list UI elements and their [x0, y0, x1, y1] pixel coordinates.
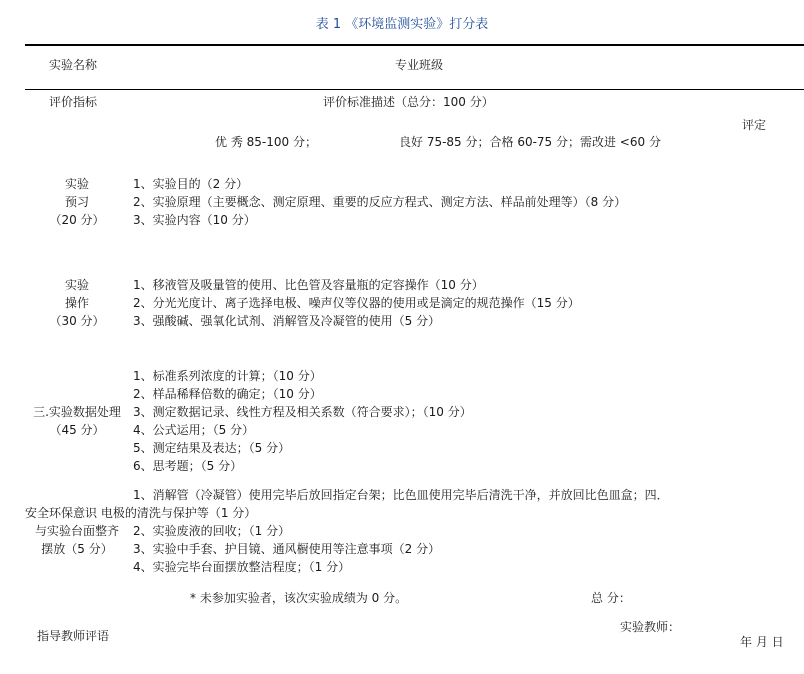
- criteria-item: 4、公式运用；（5 分）: [133, 423, 255, 437]
- grade-others: 良好 75-85 分；合格 60-75 分；需改进 <60 分: [399, 135, 661, 149]
- criteria-list-operation: [133, 276, 580, 330]
- criteria-item: 2、实验废液的回收；（1 分）: [133, 524, 291, 538]
- eval-indicator-label: 评价指标: [49, 95, 98, 109]
- criteria-item: 2、样品稀释倍数的确定；（10 分）: [133, 387, 322, 401]
- criteria-item: 2、分光光度计、离子选择电极、噪声仪等仪器的使用或是滴定的规范操作（15 分）: [133, 296, 580, 310]
- teacher-label: 实验教师：: [620, 620, 681, 634]
- criteria-item: 1、移液管及吸量管的使用、比色管及容量瓶的定容操作（10 分）: [133, 278, 484, 292]
- criteria-wrap-line: 安全环保意识 电极的清洗与保护等（1 分）: [25, 506, 257, 520]
- criteria-item: 2、实验原理（主要概念、测定原理、重要的反应方程式、测定方法、样品前处理等）（8 分）: [133, 195, 627, 209]
- criteria-item: 3、实验中手套、护目镜、通风橱使用等注意事项（2 分）: [133, 542, 441, 556]
- criteria-item: 1、实验目的（2 分）: [133, 177, 249, 191]
- category-safety: 与实验台面整齐 摆放（5 分）: [34, 524, 119, 556]
- grade-excellent: 优 秀 85-100 分；: [215, 135, 317, 149]
- category-operation: 实验 操作 （30 分）: [49, 278, 105, 328]
- criteria-item: 5、测定结果及表达；（5 分）: [133, 441, 291, 455]
- table-header-rule: [25, 89, 804, 90]
- criteria-list-preparation: [133, 175, 626, 229]
- criteria-list-safety: [133, 522, 440, 576]
- absence-note: * 未参加实验者，该次实验成绩为 0 分。: [190, 591, 408, 605]
- experiment-name-label: 实验名称: [49, 58, 98, 72]
- table-top-rule: [25, 44, 804, 46]
- criteria-item: 1、消解管（冷凝管）使用完毕后放回指定台架；比色皿使用完毕后清洗干净，并放回比色皿盒；四．: [133, 488, 669, 502]
- major-class-label: 专业班级: [395, 58, 444, 72]
- total-score-label: 总 分：: [591, 591, 631, 605]
- criteria-item: 3、测定数据记录、线性方程及相关系数（符合要求）；（10 分）: [133, 405, 472, 419]
- criteria-item: 3、实验内容（10 分）: [133, 213, 256, 227]
- rating-label: 评定: [742, 118, 767, 132]
- criteria-item: 3、强酸碱、强氧化试剂、消解管及冷凝管的使用（5 分）: [133, 314, 441, 328]
- criteria-list-data-processing: [133, 367, 472, 475]
- criteria-item: 6、思考题；（5 分）: [133, 459, 243, 473]
- category-data-processing: 三.实验数据处理 （45 分）: [33, 405, 121, 437]
- criteria-desc-label: 评价标准描述（总分：100 分）: [323, 95, 494, 109]
- criteria-item: 4、实验完毕台面摆放整洁程度；（1 分）: [133, 560, 351, 574]
- teacher-comment-label: 指导教师评语: [37, 629, 110, 643]
- date-label: 年 月 日: [740, 635, 784, 649]
- criteria-item: 1、标准系列浓度的计算；（10 分）: [133, 369, 322, 383]
- page-title: 表 1 《环境监测实验》打分表: [315, 17, 489, 32]
- category-preparation: 实验 预习 （20 分）: [49, 177, 105, 227]
